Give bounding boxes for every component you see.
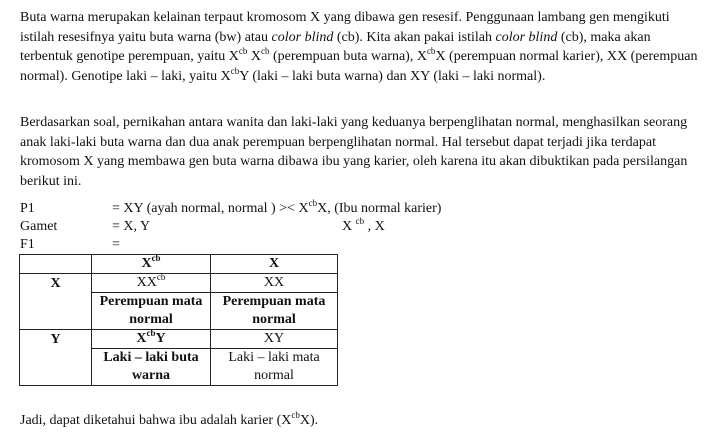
genotype-xy: XY xyxy=(211,330,338,349)
gamet-label: Gamet xyxy=(20,219,58,234)
genotype-xxcb: $XX^{cb}$ xyxy=(92,274,211,293)
phenotype-female-carrier: Perempuan mata normal xyxy=(92,293,211,330)
paragraph-problem-analysis: Berdasarkan soal, pernikahan antara wanita dan laki-laki yang keduanya berpenglihatan normal, menghasilkan seorang anak laki-laki buta warna dan dua anak perempuan berpenglihatan normal. Hal tersebut dapat terjadi jika terdapat kromosom X yang membawa gen buta warna dibawa ibu yang karier, oleh karena itu akan dibuktikan pada persilangan berikut ini. xyxy=(20,115,688,189)
p1-label: P1 xyxy=(20,201,35,216)
genotype-xcby: $X^{cb}Y$ xyxy=(92,330,211,349)
paragraph-color-blind-intro: Buta warna merupakan kelainan terpaut kromosom X yang dibawa gen resesif. Penggunaan lambang gen mengikuti istilah resesifnya yaitu buta warna (bw) atau color blind (cb). Kita akan pakai istilah color blind (cb), maka akan terbentuk genotipe perempuan, yaitu $X^{cb}$ $X^{cb}$ (perempuan buta warna), $X^{cb}X$ (perempuan normal karier), XX (perempuan normal). Genotipe laki – laki, yaitu $X^{cb}Y$ (laki – laki buta warna) dan XY (laki – laki normal). xyxy=(20,10,698,84)
corner-cell xyxy=(20,255,92,274)
row-header-x: X xyxy=(20,274,92,330)
f1-value: = xyxy=(112,237,120,252)
p1-value: = XY (ayah normal, normal ) >< $X^{cb}X$, (Ibu normal karier) xyxy=(112,198,442,216)
conclusion-text: Jadi, dapat diketahui bahwa ibu adalah karier $(X^{cb}X)$. xyxy=(20,410,319,428)
row-header-y: Y xyxy=(20,330,92,386)
header-gamete-x: X xyxy=(211,255,338,274)
gamet-mother: X $^{cb}$ , X xyxy=(342,216,385,234)
phenotype-female-normal: Perempuan mata normal xyxy=(211,293,338,330)
header-gamete-xcb: $X^{cb}$ xyxy=(92,255,211,274)
gamet-father: = X, Y xyxy=(112,219,151,234)
phenotype-male-normal: Laki – laki mata normal xyxy=(211,349,338,386)
f1-label: F1 xyxy=(20,237,35,252)
phenotype-male-colorblind: Laki – laki buta warna xyxy=(92,349,211,386)
punnett-square xyxy=(19,254,338,386)
genotype-xx: XX xyxy=(211,274,338,293)
